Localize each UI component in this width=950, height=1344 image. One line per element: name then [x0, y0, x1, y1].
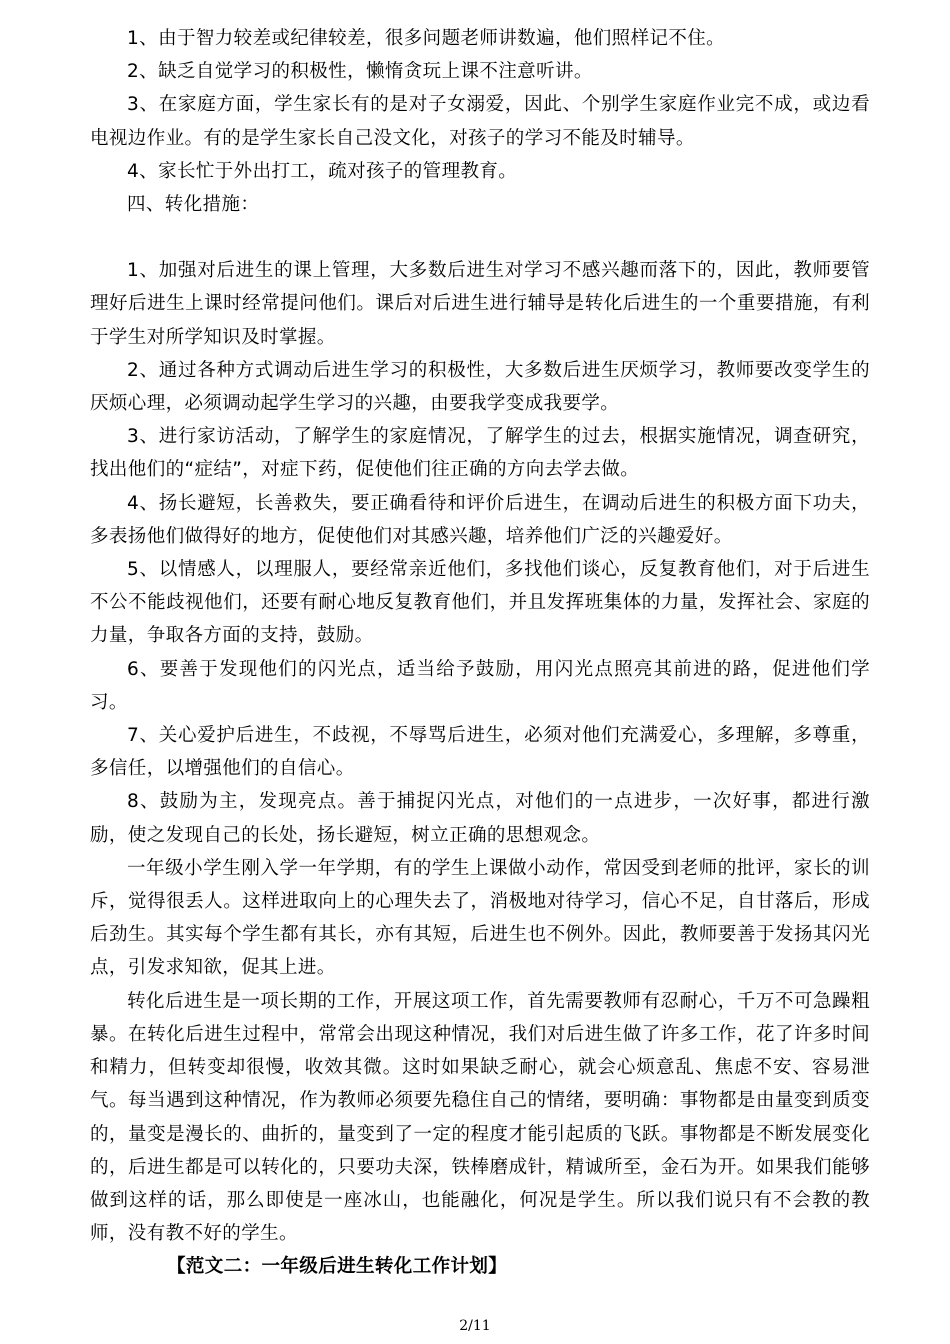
paragraph-reason-4: 4、家长忙于外出打工，疏对孩子的管理教育。 [127, 160, 518, 182]
paragraph-measure-1: 1、加强对后进生的课上管理，大多数后进生对学习不感兴趣而落下的，因此，教师要管理好后进生上课时经常提问他们。课后对后进生进行辅导是转化后进生的一个重要措施，有利于学生对所学知识及时掌握。 [90, 260, 870, 348]
document-body [90, 22, 870, 1284]
blank-line [90, 221, 870, 254]
subheading-measures: 四、转化措施： [127, 194, 260, 216]
paragraph-conclusion: 转化后进生是一项长期的工作，开展这项工作，首先需要教师有忍耐心，千万不可急躁粗暴。在转化后进生过程中，常常会出现这种情况，我们对后进生做了许多工作，花了许多时间和精力，但转变却很慢，收效其微。这时如果缺乏耐心，就会心烦意乱、焦虑不安、容易泄气。每当遇到这种情况，作为教师必须要先稳住自己的情绪，要明确：事物都是由量变到质变的，量变是漫长的、曲折的，量变到了一定的程度才能引起质的飞跃。事物都是不断发展变化的，后进生都是可以转化的，只要功夫深，铁棒磨成针，精诚所至，金石为开。如果我们能够做到这样的话，那么即使是一座冰山，也能融化，何况是学生。所以我们说只有不会教的教师，没有教不好的学生。 [90, 990, 870, 1245]
paragraph-measure-7: 7、关心爱护后进生，不歧视，不辱骂后进生，必须对他们充满爱心，多理解，多尊重，多信任，以增强他们的自信心。 [90, 725, 870, 780]
section-heading: 【范文二：一年级后进生转化工作计划】 [167, 1256, 508, 1278]
paragraph-measure-5: 5、以情感人，以理服人，要经常亲近他们，多找他们谈心，反复教育他们，对于后进生不公不能歧视他们，还要有耐心地反复教育他们，并且发挥班集体的力量，发挥社会、家庭的力量，争取各方面的支持，鼓励。 [90, 559, 870, 647]
paragraph-reason-1: 1、由于智力较差或纪律较差，很多问题老师讲数遍，他们照样记不住。 [127, 28, 726, 49]
paragraph-measure-2: 2、通过各种方式调动后进生学习的积极性，大多数后进生厌烦学习，教师要改变学生的厌烦心理，必须调动起学生学习的兴趣，由要我学变成我要学。 [90, 359, 870, 415]
paragraph-reason-3: 3、在家庭方面，学生家长有的是对子女溺爱，因此、个别学生家庭作业完不成，或边看电视边作业。有的是学生家长自己没文化，对孩子的学习不能及时辅导。 [90, 94, 870, 149]
paragraph-measure-6: 6、要善于发现他们的闪光点，适当给予鼓励，用闪光点照亮其前进的路，促进他们学习。 [90, 658, 870, 713]
page-number: 2/11 [459, 1318, 491, 1334]
paragraph-measure-3: 3、进行家访活动，了解学生的家庭情况，了解学生的过去，根据实施情况，调查研究，找出他们的“症结”，对症下药，促使他们往正确的方向去学去做。 [90, 426, 870, 481]
paragraph-reason-2: 2、缺乏自觉学习的积极性，懒惰贪玩上课不注意听讲。 [127, 61, 593, 83]
paragraph-first-grade: 一年级小学生刚入学一年学期，有的学生上课做小动作，常因受到老师的批评，家长的训斥，觉得很丢人。这样进取向上的心理失去了，消极地对待学习，信心不足，自甘落后，形成后劲生。其实每个学生都有其长，亦有其短，后进生也不例外。因此，教师要善于发扬其闪光点，引发求知欲，促其上进。 [90, 857, 870, 979]
paragraph-measure-4: 4、扬长避短，长善救失，要正确看待和评价后进生，在调动后进生的积极方面下功夫，多表扬他们做得好的地方，促使他们对其感兴趣，培养他们广泛的兴趣爱好。 [90, 492, 870, 547]
paragraph-measure-8: 8、鼓励为主，发现亮点。善于捕捉闪光点，对他们的一点进步，一次好事，都进行激励，使之发现自己的长处，扬长避短，树立正确的思想观念。 [90, 791, 870, 846]
